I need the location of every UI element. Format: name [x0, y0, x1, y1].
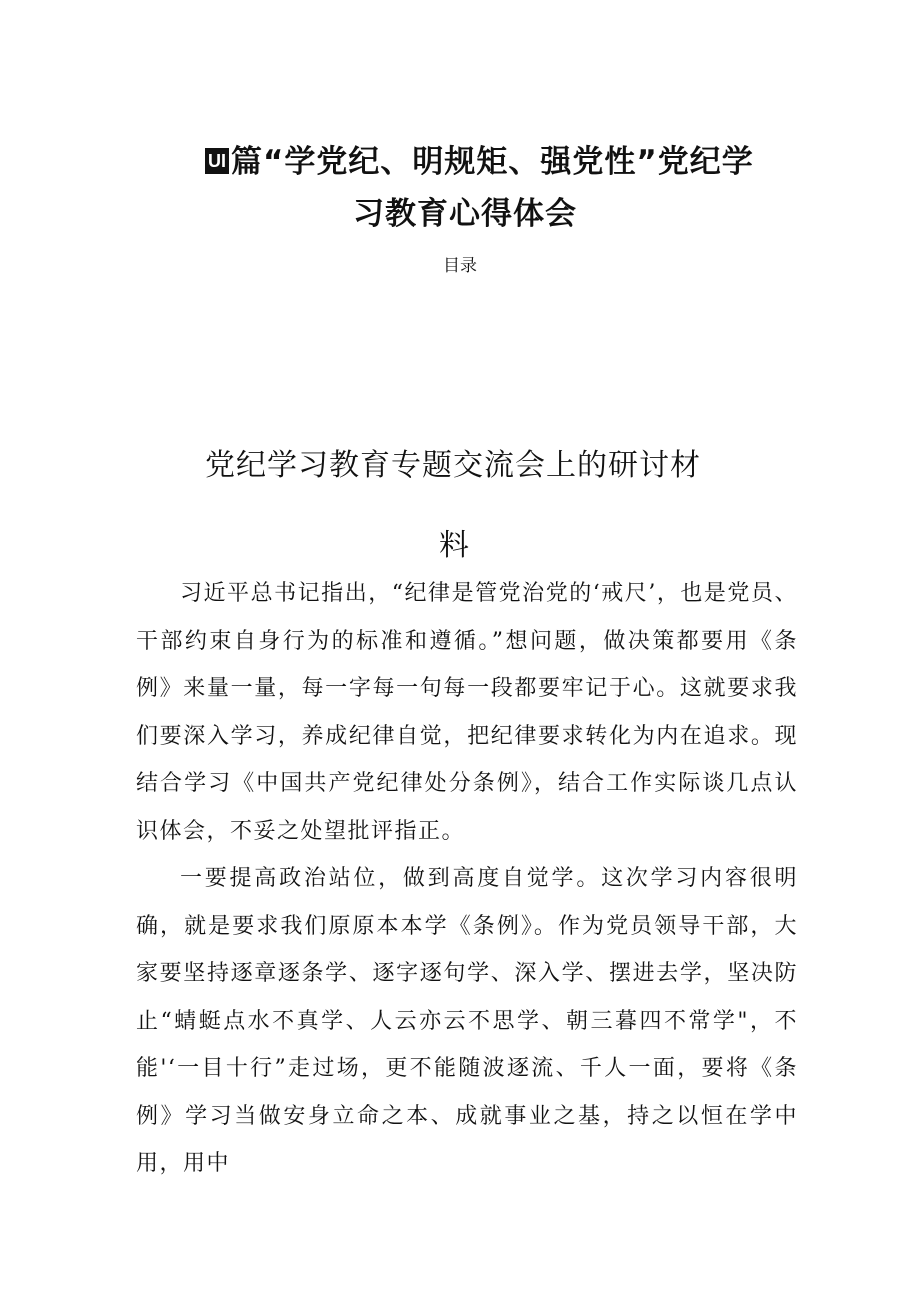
paragraph: 习近平总书记指出，“纪律是管党治党的‘戒尺’，也是党员、干部约束自身行为的标准和遵循。”想问题，做决策都要用《条例》来量一量，每一字每一句每一段都要牢记于心。这就要求我们要深入学习，养成纪律自觉，把纪律要求转化为内在追求。现结合学习《中国共产党纪律处分条例》，结合工作实际谈几点认识体会，不妥之处望批评指正。	[136, 581, 798, 844]
title-line-2: 习教育心得体会	[353, 196, 577, 232]
section-title-line-2: 料	[439, 528, 470, 563]
section-title-line-1: 党纪学习教育专题交流会上的研讨材	[205, 448, 701, 483]
body-text	[136, 570, 798, 1188]
title-line-1: 篇“学党纪、明规矩、强党性”党纪学	[231, 144, 754, 180]
title-badge: UI	[205, 148, 229, 174]
section-title	[205, 426, 725, 586]
document-title	[205, 136, 785, 240]
table-of-contents-label: 目录	[443, 256, 477, 276]
paragraph: 一要提高政治站位，做到高度自觉学。这次学习内容很明确，就是要求我们原原本本学《条例》。作为党员领导干部，大家要坚持逐章逐条学、逐字逐句学、深入学、摆进去学，坚决防止“蜻蜓点水不真学、人云亦云不思学、朝三暮四不常学"，不能'‘一目十行”走过场，更不能随波逐流、千人一面，要将《条例》学习当做安身立命之本、成就事业之基，持之以恒在学中用，用中	[136, 866, 798, 1176]
